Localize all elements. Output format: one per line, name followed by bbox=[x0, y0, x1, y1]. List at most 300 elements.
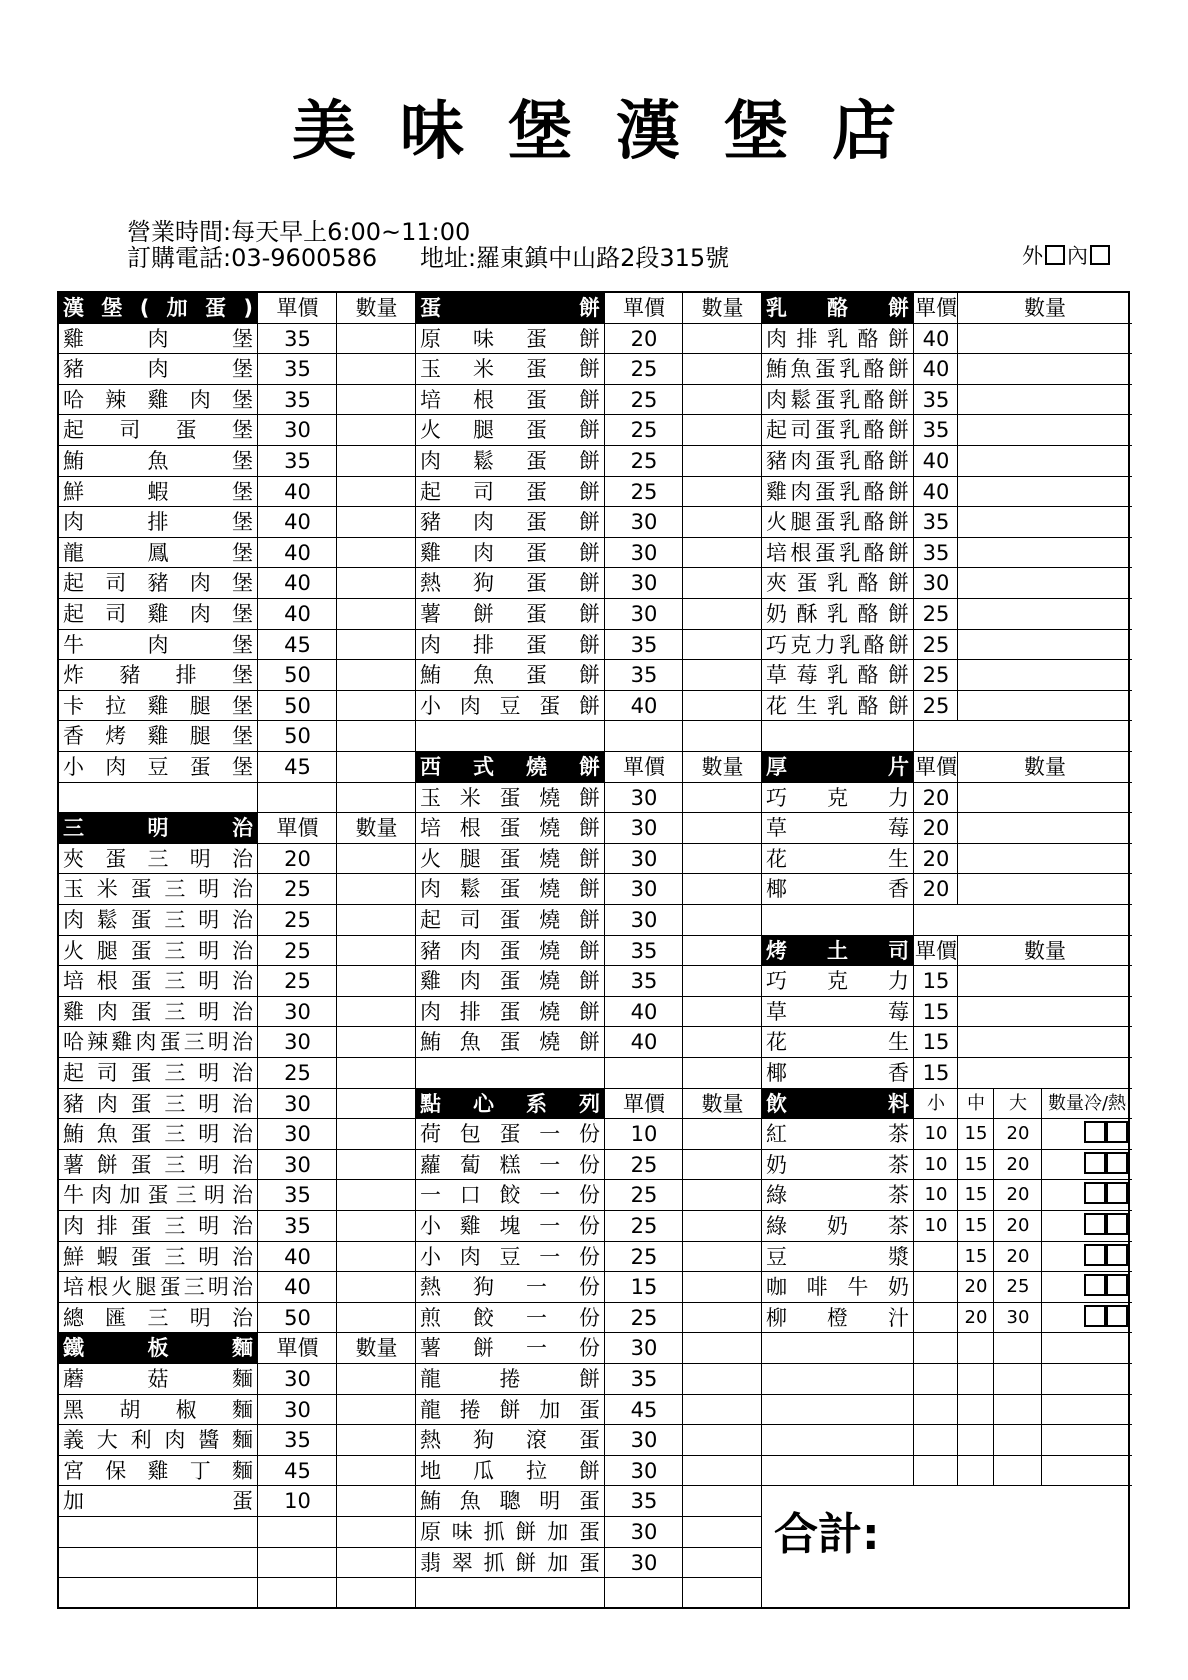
qty-input[interactable] bbox=[958, 446, 1132, 477]
menu-item-name: 龍捲餅 bbox=[420, 1367, 600, 1391]
menu-item-price: 30 bbox=[630, 510, 658, 535]
menu-item-name: 火腿蛋餅 bbox=[420, 418, 600, 443]
menu-item-price: 30 bbox=[630, 1428, 658, 1453]
menu-item-price: 15 bbox=[922, 969, 950, 994]
qty-input[interactable] bbox=[337, 1364, 416, 1395]
qty-input[interactable] bbox=[683, 630, 762, 661]
drink-price-medium: 15 bbox=[964, 1153, 988, 1175]
drink-price-small bbox=[914, 1303, 958, 1334]
grid-hline bbox=[762, 598, 1132, 599]
menu-item-name: 蘿蔔糕一份 bbox=[420, 1152, 600, 1177]
cheese-pancakes-header: 乳酪餅 bbox=[762, 293, 914, 324]
menu-item-name: 一口餃一份 bbox=[420, 1183, 600, 1208]
menu-item-name: 原味抓餅加蛋 bbox=[420, 1520, 600, 1544]
cold-checkbox[interactable] bbox=[1084, 1152, 1106, 1174]
dinein-checkbox[interactable] bbox=[1090, 245, 1110, 265]
menu-item-price: 25 bbox=[922, 602, 950, 626]
qty-input[interactable] bbox=[683, 1548, 762, 1579]
qty-input[interactable] bbox=[337, 1486, 416, 1517]
grid-hline bbox=[762, 476, 1132, 477]
hot-checkbox[interactable] bbox=[1106, 1213, 1128, 1235]
qty-input[interactable] bbox=[683, 997, 762, 1028]
grid-hline bbox=[762, 414, 1132, 415]
menu-item-price: 40 bbox=[284, 571, 311, 596]
qty-input[interactable] bbox=[683, 599, 762, 630]
qty-input[interactable] bbox=[683, 415, 762, 446]
menu-item-price: 40 bbox=[630, 999, 658, 1024]
menu-item-price: 30 bbox=[284, 1122, 311, 1147]
qty-input[interactable] bbox=[337, 966, 416, 997]
qty-input[interactable] bbox=[337, 507, 416, 538]
cold-hot-checkboxes[interactable] bbox=[1042, 1119, 1132, 1150]
qty-input[interactable] bbox=[337, 446, 416, 477]
menu-item-name: 起司蛋堡 bbox=[63, 418, 253, 443]
menu-item-price: 35 bbox=[284, 387, 311, 412]
menu-item-price: 40 bbox=[284, 1244, 311, 1269]
qty-input[interactable] bbox=[958, 507, 1132, 538]
menu-item-name: 花生乳酪餅 bbox=[766, 693, 909, 718]
menu-item-price: 45 bbox=[284, 1458, 311, 1483]
cold-hot-checkboxes[interactable] bbox=[1042, 1303, 1132, 1334]
grid-hline bbox=[59, 1577, 762, 1578]
qty-input[interactable] bbox=[337, 1180, 416, 1211]
western-pancakes-qty-header: 數量 bbox=[701, 755, 744, 779]
menu-item-name: 火腿蛋燒餅 bbox=[420, 846, 600, 871]
qty-input[interactable] bbox=[337, 538, 416, 569]
menu-item-price: 30 bbox=[284, 1397, 311, 1422]
qty-input[interactable] bbox=[958, 1058, 1132, 1089]
qty-input[interactable] bbox=[958, 630, 1132, 661]
menu-item-price: 50 bbox=[284, 1305, 311, 1330]
menu-item-price: 30 bbox=[630, 877, 658, 902]
egg-pancakes-qty-header: 數量 bbox=[701, 296, 744, 320]
qty-input[interactable] bbox=[683, 446, 762, 477]
drink-price-small: 10 bbox=[924, 1184, 948, 1206]
qty-input[interactable] bbox=[337, 844, 416, 875]
menu-item-name: 卡拉雞腿堡 bbox=[63, 693, 253, 718]
qty-input[interactable] bbox=[337, 691, 416, 722]
menu-item-name: 熱狗蛋餅 bbox=[420, 571, 600, 596]
qty-input[interactable] bbox=[683, 1303, 762, 1334]
burgers-qty-header: 數量 bbox=[355, 296, 398, 320]
qty-input[interactable] bbox=[337, 385, 416, 416]
menu-table bbox=[57, 291, 1130, 1609]
qty-input[interactable] bbox=[337, 1211, 416, 1242]
page-title bbox=[0, 80, 1188, 172]
grid-hline bbox=[762, 353, 1132, 354]
qty-input[interactable] bbox=[337, 721, 416, 752]
grid-hline bbox=[762, 1424, 1132, 1425]
qty-input[interactable] bbox=[337, 1272, 416, 1303]
qty-input[interactable] bbox=[958, 568, 1132, 599]
menu-item-price: 25 bbox=[630, 418, 658, 443]
qty-input[interactable] bbox=[958, 324, 1132, 355]
grid-hline bbox=[59, 414, 762, 415]
title-char: 堡 bbox=[508, 95, 572, 169]
menu-item-price: 10 bbox=[630, 1122, 658, 1147]
qty-input[interactable] bbox=[683, 813, 762, 844]
menu-item-name: 小肉豆一份 bbox=[420, 1244, 600, 1269]
qty-input[interactable] bbox=[683, 905, 762, 936]
drink-name: 綠茶 bbox=[766, 1183, 909, 1208]
title-char: 味 bbox=[400, 95, 464, 169]
drinks-header: 飲料 bbox=[762, 1089, 914, 1120]
menu-item-name: 加蛋 bbox=[63, 1489, 253, 1514]
cold-hot-checkboxes[interactable] bbox=[1042, 1180, 1132, 1211]
qty-input[interactable] bbox=[683, 1272, 762, 1303]
menu-item-name: 鮪魚蛋三明治 bbox=[63, 1122, 253, 1147]
drink-price-large: 20 bbox=[1006, 1245, 1030, 1267]
grid-hline bbox=[762, 782, 1132, 783]
cold-checkbox[interactable] bbox=[1084, 1305, 1106, 1327]
cheese-pancakes-qty-header: 數量 bbox=[1024, 296, 1066, 320]
menu-item-price: 40 bbox=[284, 540, 311, 565]
title-char: 美 bbox=[292, 95, 356, 169]
menu-item-name: 薯餅蛋三明治 bbox=[63, 1152, 253, 1177]
qty-input[interactable] bbox=[337, 905, 416, 936]
menu-item-name: 培根蛋三明治 bbox=[63, 969, 253, 994]
grid-hline bbox=[762, 812, 1132, 813]
menu-item-price: 30 bbox=[284, 418, 311, 443]
cold-checkbox[interactable] bbox=[1084, 1244, 1106, 1266]
cold-checkbox[interactable] bbox=[1084, 1213, 1106, 1235]
cold-hot-checkboxes[interactable] bbox=[1042, 1211, 1132, 1242]
qty-input[interactable] bbox=[337, 1150, 416, 1181]
menu-item-price: 35 bbox=[284, 449, 311, 473]
burgers-price-header: 單價 bbox=[276, 296, 319, 320]
qty-input[interactable] bbox=[337, 1089, 416, 1120]
qty-input[interactable] bbox=[337, 354, 416, 385]
menu-item-name: 豬肉蛋三明治 bbox=[63, 1091, 253, 1116]
menu-item-name: 肉鬆蛋餅 bbox=[420, 449, 600, 473]
cold-checkbox[interactable] bbox=[1084, 1121, 1106, 1143]
menu-item-name: 起司豬肉堡 bbox=[63, 571, 253, 596]
menu-item-price: 45 bbox=[284, 755, 311, 779]
qty-input[interactable] bbox=[337, 1058, 416, 1089]
menu-item-name: 鮪魚蛋餅 bbox=[420, 663, 600, 688]
qty-input[interactable] bbox=[683, 1027, 762, 1058]
egg-pancakes-price-header: 單價 bbox=[623, 296, 665, 320]
qty-input[interactable] bbox=[683, 1425, 762, 1456]
sandwiches-price-header: 單價 bbox=[276, 816, 319, 841]
thick-toast-price-header: 單價 bbox=[915, 755, 957, 779]
qty-input[interactable] bbox=[683, 1364, 762, 1395]
menu-item-name: 豬肉蛋乳酪餅 bbox=[766, 449, 909, 473]
menu-item-price: 25 bbox=[922, 663, 950, 688]
grid-hline bbox=[59, 1149, 762, 1150]
qty-input[interactable] bbox=[337, 874, 416, 905]
qty-input[interactable] bbox=[958, 966, 1132, 997]
size-large-header: 大 bbox=[1009, 1092, 1027, 1114]
qty-input[interactable] bbox=[683, 1395, 762, 1426]
menu-item-price: 45 bbox=[630, 1397, 658, 1422]
drink-price-large: 20 bbox=[1006, 1184, 1030, 1206]
grid-hline bbox=[762, 1210, 1132, 1211]
grid-hline bbox=[762, 1394, 1132, 1395]
toast-price-header: 單價 bbox=[915, 938, 957, 963]
menu-item-price: 25 bbox=[284, 877, 311, 902]
hot-checkbox[interactable] bbox=[1106, 1121, 1128, 1143]
cold-checkbox[interactable] bbox=[1084, 1274, 1106, 1296]
dine-option bbox=[1022, 240, 1112, 270]
qty-input[interactable] bbox=[337, 660, 416, 691]
qty-input[interactable] bbox=[337, 1242, 416, 1273]
cold-checkbox[interactable] bbox=[1084, 1182, 1106, 1204]
drink-price-small: 10 bbox=[924, 1153, 948, 1175]
qty-input[interactable] bbox=[683, 1517, 762, 1548]
grid-hline bbox=[762, 996, 1132, 997]
menu-item-price: 20 bbox=[922, 877, 950, 902]
menu-item-name: 巧克力 bbox=[766, 969, 909, 994]
qty-input[interactable] bbox=[337, 1027, 416, 1058]
qty-input[interactable] bbox=[958, 354, 1132, 385]
qty-input[interactable] bbox=[337, 936, 416, 967]
hot-checkbox[interactable] bbox=[1106, 1274, 1128, 1296]
drink-name: 豆漿 bbox=[766, 1244, 909, 1269]
menu-item-price: 25 bbox=[284, 938, 311, 963]
snacks-price-header: 單價 bbox=[623, 1091, 665, 1116]
menu-item-name: 肉排堡 bbox=[63, 510, 253, 535]
qty-input[interactable] bbox=[958, 997, 1132, 1028]
qty-input[interactable] bbox=[958, 538, 1132, 569]
business-hours: 營業時間:每天早上6:00~11:00 bbox=[127, 218, 471, 246]
qty-input[interactable] bbox=[683, 568, 762, 599]
grid-hline bbox=[762, 323, 1132, 324]
qty-input[interactable] bbox=[683, 1211, 762, 1242]
menu-item-price: 20 bbox=[284, 846, 311, 871]
grid-hline bbox=[59, 1057, 762, 1058]
grid-hline bbox=[762, 445, 1132, 446]
grid-hline bbox=[59, 1455, 762, 1456]
menu-item-name: 總匯三明治 bbox=[63, 1305, 253, 1330]
grid-hline bbox=[59, 1394, 762, 1395]
menu-item-name: 鮪魚堡 bbox=[63, 449, 253, 473]
drink-price-medium: 15 bbox=[964, 1123, 988, 1145]
qty-input[interactable] bbox=[958, 599, 1132, 630]
menu-item-name: 肉排蛋燒餅 bbox=[420, 999, 600, 1024]
qty-input[interactable] bbox=[683, 538, 762, 569]
qty-input[interactable] bbox=[337, 415, 416, 446]
qty-input[interactable] bbox=[958, 660, 1132, 691]
menu-item-price: 30 bbox=[284, 999, 311, 1024]
qty-input[interactable] bbox=[683, 507, 762, 538]
noodles-qty-header: 數量 bbox=[355, 1336, 398, 1361]
qty-input[interactable] bbox=[337, 324, 416, 355]
grid-hline bbox=[59, 629, 762, 630]
burgers-header: 漢堡(加蛋) bbox=[59, 293, 258, 324]
cold-hot-checkboxes[interactable] bbox=[1042, 1272, 1132, 1303]
grid-vline bbox=[761, 293, 762, 1609]
menu-item-price: 25 bbox=[630, 1244, 658, 1269]
qty-input[interactable] bbox=[683, 324, 762, 355]
qty-input[interactable] bbox=[683, 354, 762, 385]
menu-item-name: 薯餅蛋餅 bbox=[420, 602, 600, 626]
menu-item-name: 鮮蝦堡 bbox=[63, 479, 253, 504]
grid-hline bbox=[59, 720, 762, 721]
order-phone: 訂購電話:03-9600586 bbox=[127, 244, 378, 272]
menu-item-name: 荷包蛋一份 bbox=[420, 1122, 600, 1147]
qty-input[interactable] bbox=[337, 1119, 416, 1150]
grid-hline bbox=[59, 476, 762, 477]
menu-item-name: 起司蛋乳酪餅 bbox=[766, 418, 909, 443]
qty-input[interactable] bbox=[958, 813, 1132, 844]
grid-vline bbox=[257, 293, 258, 1609]
grid-hline bbox=[59, 873, 762, 874]
menu-item-name: 哈辣雞肉蛋三明治 bbox=[63, 1030, 253, 1055]
grid-vline bbox=[415, 293, 416, 1609]
qty-input[interactable] bbox=[958, 1027, 1132, 1058]
menu-item-name: 巧克力乳酪餅 bbox=[766, 632, 909, 657]
grid-hline bbox=[59, 1547, 762, 1548]
qty-input[interactable] bbox=[683, 1333, 762, 1364]
qty-input[interactable] bbox=[958, 385, 1132, 416]
menu-item-name: 黑胡椒麵 bbox=[63, 1397, 253, 1422]
grid-hline bbox=[762, 384, 1132, 385]
drink-price-medium: 20 bbox=[964, 1306, 988, 1328]
menu-item-price: 25 bbox=[284, 908, 311, 932]
drink-name: 咖啡牛奶 bbox=[766, 1275, 909, 1300]
menu-item-name: 牛肉加蛋三明治 bbox=[63, 1183, 253, 1208]
sandwiches-header: 三明治 bbox=[59, 813, 258, 844]
western-pancakes-header: 西式燒餅 bbox=[416, 752, 605, 783]
hot-checkbox[interactable] bbox=[1106, 1152, 1128, 1174]
qty-input[interactable] bbox=[683, 1456, 762, 1487]
qty-input[interactable] bbox=[958, 783, 1132, 814]
snacks-header: 點心系列 bbox=[416, 1089, 605, 1120]
menu-item-name: 鮪魚蛋乳酪餅 bbox=[766, 357, 909, 382]
menu-item-price: 40 bbox=[922, 479, 950, 504]
menu-item-price: 10 bbox=[284, 1489, 311, 1514]
menu-item-name: 翡翠抓餅加蛋 bbox=[420, 1550, 600, 1575]
hot-checkbox[interactable] bbox=[1106, 1182, 1128, 1204]
grid-hline bbox=[59, 690, 762, 691]
drink-name: 柳橙汁 bbox=[766, 1305, 909, 1330]
grid-hline bbox=[59, 659, 762, 660]
menu-item-price: 40 bbox=[922, 357, 950, 382]
qty-input[interactable] bbox=[683, 844, 762, 875]
qty-input[interactable] bbox=[683, 1180, 762, 1211]
menu-item-name: 夾蛋三明治 bbox=[63, 846, 253, 871]
qty-input[interactable] bbox=[337, 1425, 416, 1456]
qty-input[interactable] bbox=[337, 1395, 416, 1426]
qty-input[interactable] bbox=[958, 415, 1132, 446]
menu-item-name: 起司蛋餅 bbox=[420, 479, 600, 504]
grid-hline bbox=[59, 1241, 762, 1242]
drink-price-large: 20 bbox=[1006, 1123, 1030, 1145]
menu-item-name: 巧克力 bbox=[766, 785, 909, 810]
grid-hline bbox=[59, 935, 762, 936]
grid-hline bbox=[59, 1485, 762, 1486]
grid-hline bbox=[59, 1363, 762, 1364]
qty-input[interactable] bbox=[337, 599, 416, 630]
menu-item-price: 25 bbox=[630, 387, 658, 412]
qty-input[interactable] bbox=[958, 691, 1132, 722]
grid-hline bbox=[59, 567, 762, 568]
grid-hline bbox=[59, 843, 762, 844]
qty-input[interactable] bbox=[958, 874, 1132, 905]
noodles-header: 鐵板麵 bbox=[59, 1333, 258, 1364]
cold-hot-checkboxes[interactable] bbox=[1042, 1150, 1132, 1181]
qty-input[interactable] bbox=[337, 1456, 416, 1487]
address: 地址:羅東鎮中山路2段315號 bbox=[420, 244, 730, 272]
grid-hline bbox=[762, 690, 1132, 691]
menu-item-name: 培根蛋燒餅 bbox=[420, 816, 600, 841]
menu-item-price: 50 bbox=[284, 724, 311, 749]
grid-hline bbox=[59, 1026, 762, 1027]
menu-item-price: 35 bbox=[922, 387, 950, 412]
grid-vline bbox=[913, 293, 914, 1486]
qty-input[interactable] bbox=[683, 783, 762, 814]
qty-input[interactable] bbox=[683, 477, 762, 508]
hot-checkbox[interactable] bbox=[1106, 1244, 1128, 1266]
menu-item-price: 30 bbox=[630, 785, 658, 810]
menu-item-name: 原味蛋餅 bbox=[420, 326, 600, 351]
menu-item-name: 肉鬆蛋三明治 bbox=[63, 908, 253, 932]
grid-hline bbox=[762, 1088, 1132, 1089]
menu-item-price: 30 bbox=[630, 602, 658, 626]
menu-item-price: 30 bbox=[630, 1336, 658, 1361]
qty-input[interactable] bbox=[337, 630, 416, 661]
takeout-checkbox[interactable] bbox=[1045, 245, 1065, 265]
menu-item-name: 雞肉堡 bbox=[63, 326, 253, 351]
grid-hline bbox=[762, 1332, 1132, 1333]
menu-item-name: 哈辣雞肉堡 bbox=[63, 387, 253, 412]
menu-item-price: 35 bbox=[630, 969, 658, 994]
qty-input[interactable] bbox=[683, 1486, 762, 1517]
qty-input[interactable] bbox=[683, 385, 762, 416]
menu-item-price: 40 bbox=[284, 602, 311, 626]
menu-item-name: 草莓 bbox=[766, 999, 909, 1024]
cold-hot-checkboxes[interactable] bbox=[1042, 1242, 1132, 1273]
grid-hline bbox=[762, 1179, 1132, 1180]
toast-qty-header: 數量 bbox=[1024, 938, 1066, 963]
qty-input[interactable] bbox=[683, 1242, 762, 1273]
qty-input[interactable] bbox=[337, 568, 416, 599]
menu-item-price: 30 bbox=[630, 1550, 658, 1575]
qty-input[interactable] bbox=[683, 1119, 762, 1150]
menu-item-price: 35 bbox=[630, 663, 658, 688]
menu-item-price: 25 bbox=[630, 1305, 658, 1330]
qty-input[interactable] bbox=[337, 997, 416, 1028]
grid-hline bbox=[59, 1302, 762, 1303]
grid-hline bbox=[762, 1026, 1132, 1027]
qty-input[interactable] bbox=[958, 477, 1132, 508]
qty-input[interactable] bbox=[958, 844, 1132, 875]
menu-item-price: 25 bbox=[630, 357, 658, 382]
qty-input[interactable] bbox=[683, 691, 762, 722]
grid-hline bbox=[762, 1057, 1132, 1058]
qty-input[interactable] bbox=[683, 1150, 762, 1181]
qty-input[interactable] bbox=[337, 477, 416, 508]
menu-item-price: 35 bbox=[630, 1489, 658, 1514]
qty-input[interactable] bbox=[683, 874, 762, 905]
menu-item-name: 草莓乳酪餅 bbox=[766, 663, 909, 688]
qty-input[interactable] bbox=[683, 936, 762, 967]
menu-item-price: 20 bbox=[922, 816, 950, 841]
title-char: 漢 bbox=[616, 95, 680, 169]
qty-input[interactable] bbox=[337, 752, 416, 783]
qty-input[interactable] bbox=[683, 660, 762, 691]
menu-item-price: 30 bbox=[630, 540, 658, 565]
qty-input[interactable] bbox=[337, 1303, 416, 1334]
menu-item-price: 40 bbox=[922, 326, 950, 351]
hot-checkbox[interactable] bbox=[1106, 1305, 1128, 1327]
grid-hline bbox=[59, 904, 762, 905]
qty-input[interactable] bbox=[683, 966, 762, 997]
menu-item-name: 蘑菇麵 bbox=[63, 1367, 253, 1391]
menu-item-price: 25 bbox=[630, 1214, 658, 1238]
menu-item-price: 30 bbox=[630, 1520, 658, 1544]
